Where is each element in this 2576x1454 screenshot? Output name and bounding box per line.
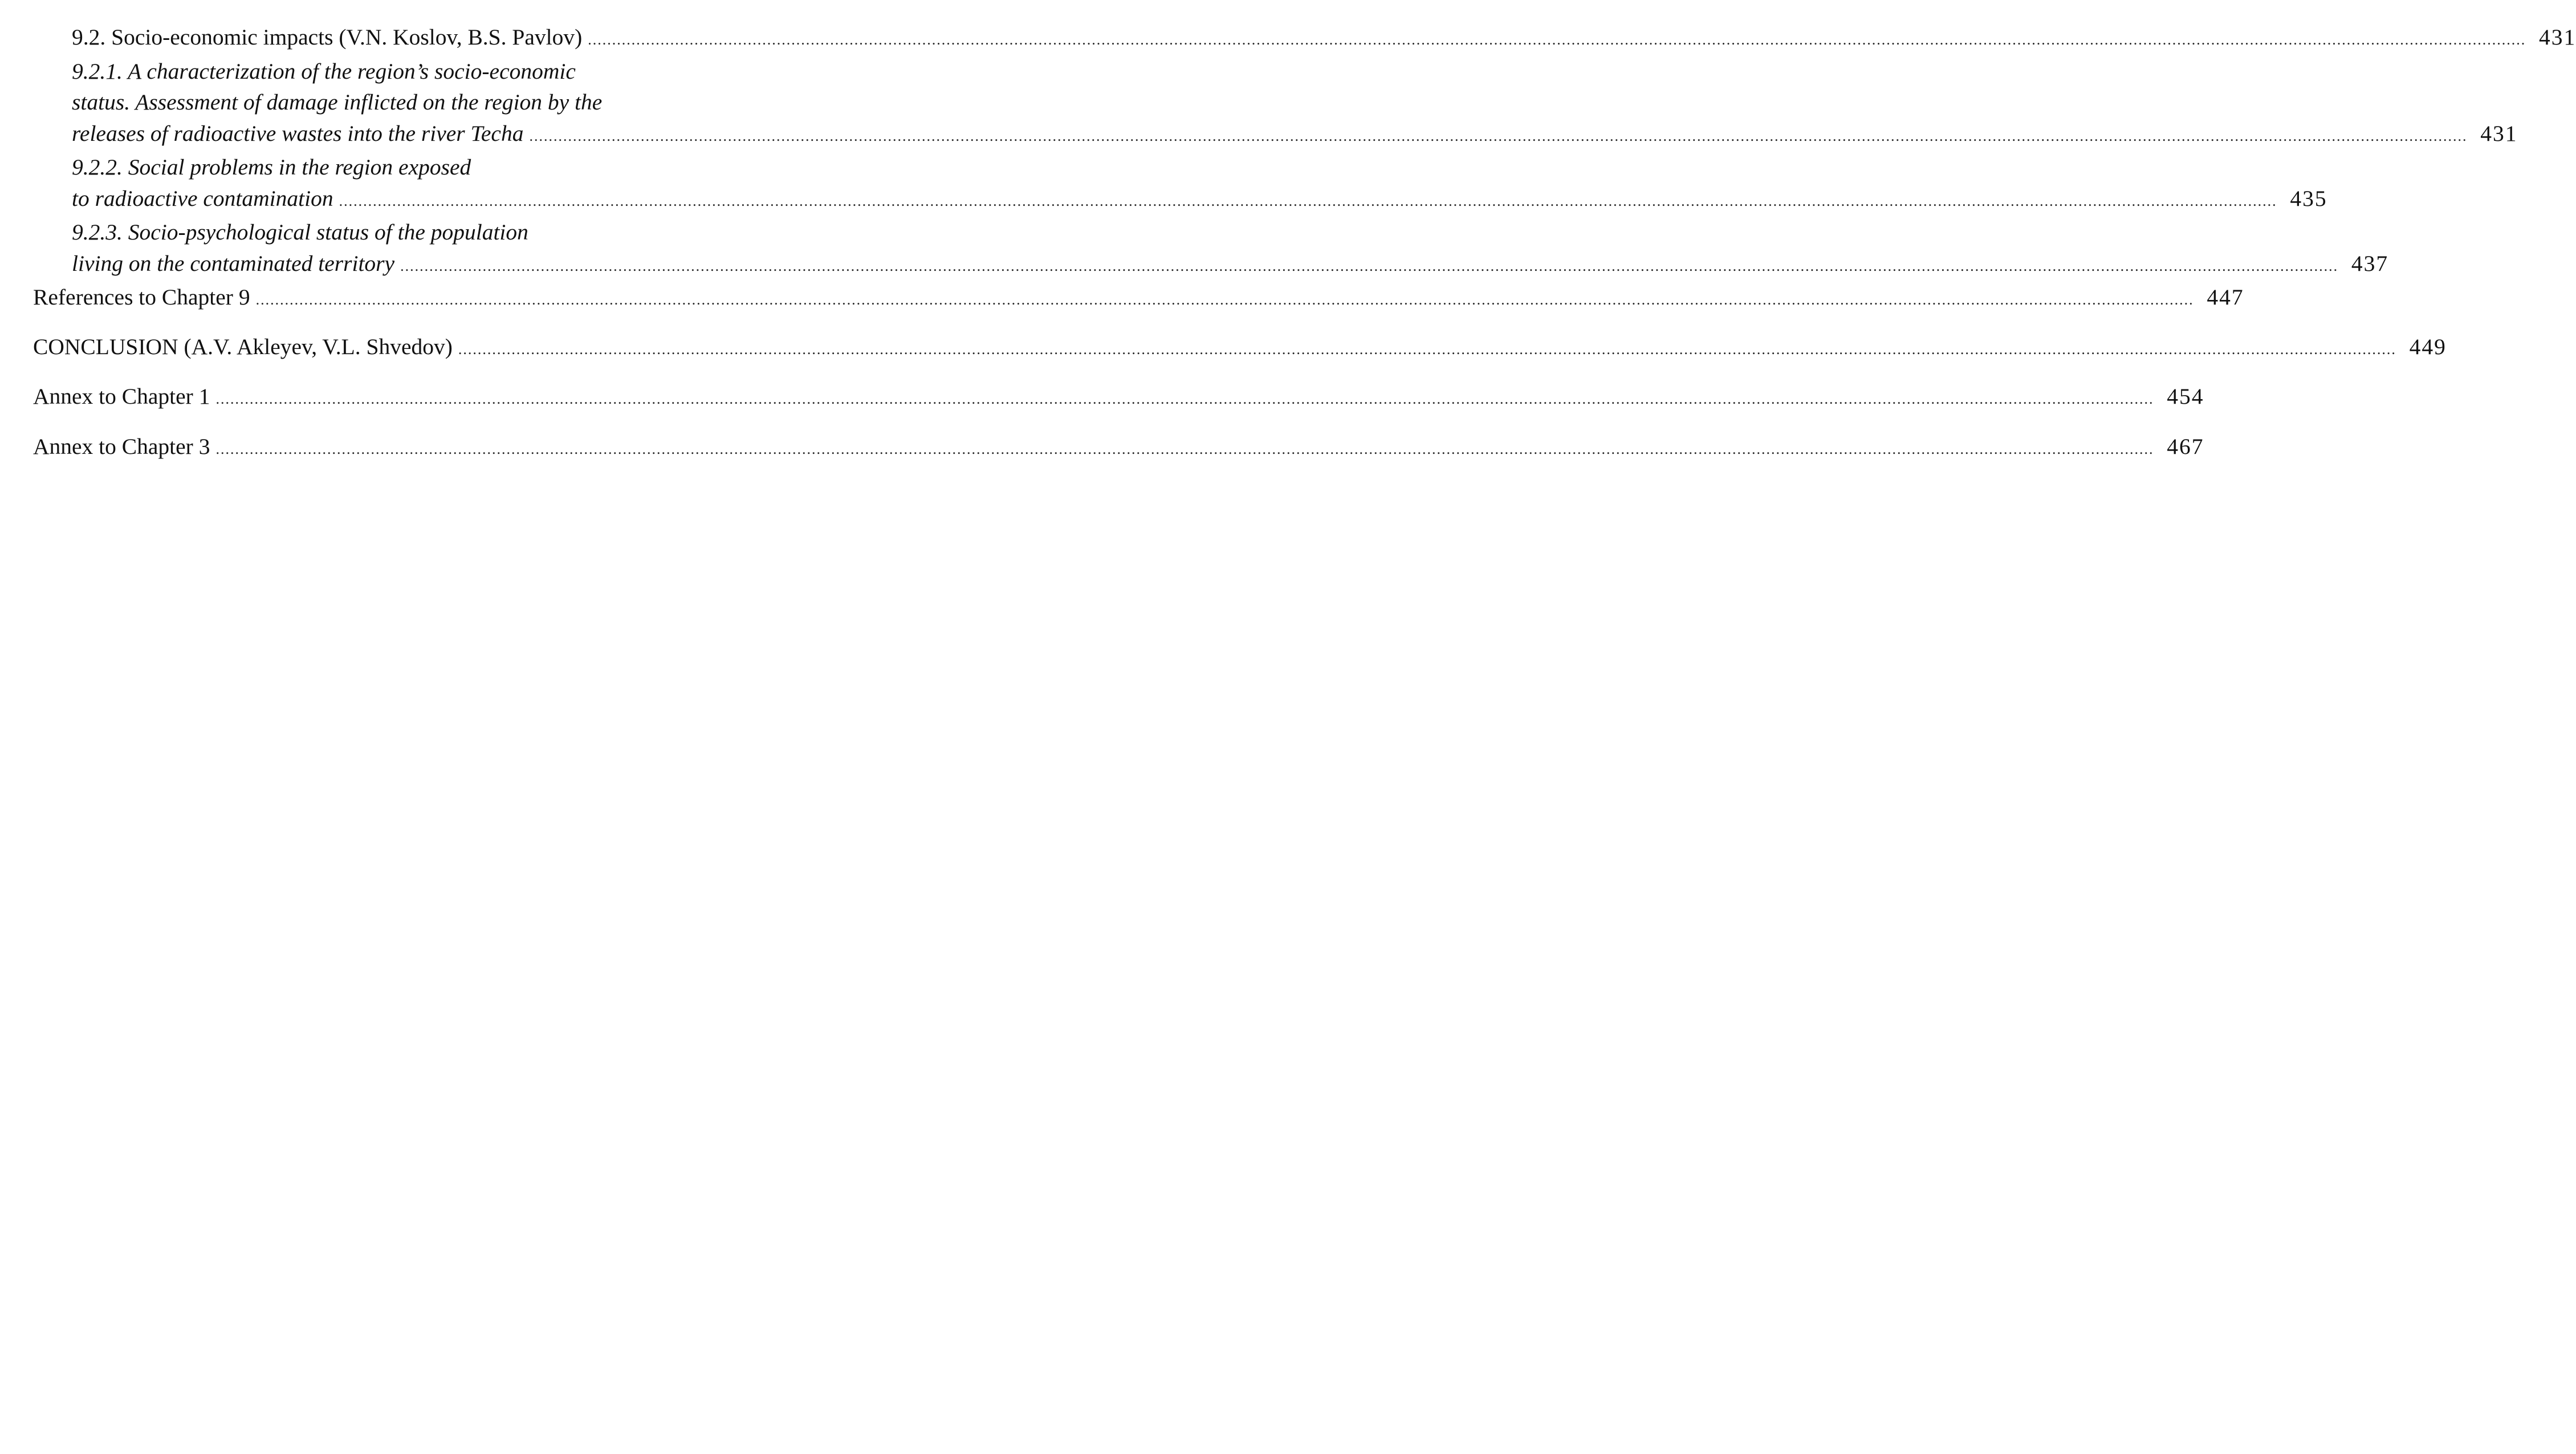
toc-entry-title-line: releases of radioactive wastes into the river Techa [72, 120, 524, 146]
dot-leader: ................................................................................................................................................................................................................................................................................................................................................................................................................ [458, 340, 2396, 358]
toc-entry-line [72, 248, 2389, 282]
dot-leader: ................................................................................................................................................................................................................................................................................................................................................................................................................ [255, 291, 2194, 308]
toc-page-number: 431 [2480, 120, 2518, 146]
toc-page-number: 449 [2409, 334, 2447, 359]
toc-page-number: 467 [2167, 433, 2204, 459]
dot-leader: ................................................................................................................................................................................................................................................................................................................................................................................................................ [215, 440, 2154, 457]
dot-leader: ................................................................................................................................................................................................................................................................................................................................................................................................................ [529, 127, 2468, 144]
toc-page-number: 437 [2351, 250, 2389, 276]
table-of-contents [33, 22, 2576, 465]
toc-entry-references-chapter-9[interactable] [33, 282, 2244, 316]
toc-entry-title-line: 9.2.3. Socio-psychological status of the population [72, 220, 528, 245]
dot-leader: ................................................................................................................................................................................................................................................................................................................................................................................................................ [400, 257, 2339, 274]
toc-entry-title-line: 9.2.1. A characterization of the region’s socio-economic [72, 58, 576, 84]
toc-entry-title: Annex to Chapter 3 [33, 433, 210, 459]
toc-entry-title: References to Chapter 9 [33, 285, 250, 310]
toc-entry-title-line: living on the contaminated territory [72, 250, 395, 276]
toc-entry-9-2-3[interactable] [33, 217, 2389, 282]
toc-page-number: 431 [2539, 25, 2576, 50]
toc-entry-line [72, 118, 2518, 152]
toc-page-number: 435 [2290, 185, 2327, 211]
toc-entry-line [72, 183, 2327, 217]
toc-entry-title-line: status. Assessment of damage inflicted on the region by the [72, 90, 603, 115]
toc-page-number: 447 [2207, 285, 2244, 310]
dot-leader: ................................................................................................................................................................................................................................................................................................................................................................................................................ [339, 192, 2277, 209]
dot-leader: ................................................................................................................................................................................................................................................................................................................................................................................................................ [215, 391, 2154, 407]
toc-entry-line [33, 381, 2204, 415]
toc-entry-title-line: 9.2.2. Social problems in the region exposed [72, 155, 471, 180]
toc-page-number: 454 [2167, 384, 2204, 409]
toc-entry-conclusion[interactable] [33, 331, 2447, 365]
toc-entry-line [33, 331, 2447, 365]
dot-leader: ................................................................................................................................................................................................................................................................................................................................................................................................................ [588, 31, 2526, 48]
toc-entry-title: 9.2. Socio-economic impacts (V.N. Koslov, B.S. Pavlov) [72, 25, 583, 50]
toc-entry-title: Annex to Chapter 1 [33, 384, 210, 409]
toc-entry-line [33, 431, 2204, 465]
toc-entry-title: CONCLUSION (A.V. Akleyev, V.L. Shvedov) [33, 334, 453, 359]
toc-entry-title-line: to radioactive contamination [72, 185, 333, 211]
toc-entry-9-2[interactable] [33, 22, 2576, 56]
toc-entry-line [33, 282, 2244, 316]
toc-entry-9-2-1[interactable] [33, 56, 2518, 152]
toc-entry-annex-chapter-3[interactable] [33, 431, 2204, 465]
toc-entry-9-2-2[interactable] [33, 152, 2327, 217]
toc-entry-line [72, 22, 2576, 56]
toc-entry-annex-chapter-1[interactable] [33, 381, 2204, 415]
